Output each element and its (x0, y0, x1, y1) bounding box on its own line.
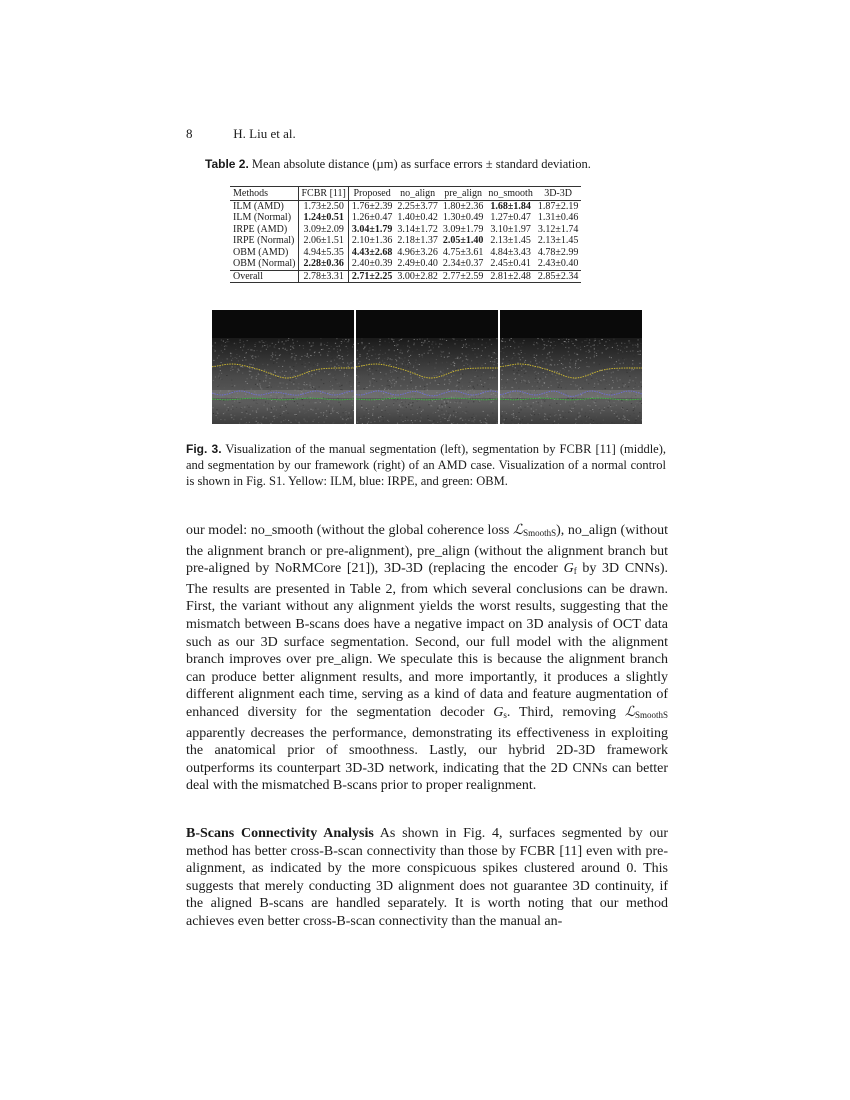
section-heading: B-Scans Connectivity Analysis (186, 826, 374, 841)
value-cell: 4.78±2.99 (537, 246, 579, 258)
table-row (230, 247, 581, 259)
value-cell: 1.40±0.42 (397, 212, 438, 223)
method-cell: IRPE (AMD) (230, 224, 299, 236)
running-header (186, 126, 296, 142)
paragraph-ablation: our model: no_smooth (without the global coherence loss ℒ$_{SmoothS}$), no_align (without the alignment branch or pre-alignment), pre_align (without the alignment branch but pre-aligned by NoRMCore [21]), 3D-3D (replacing the encoder $G_f$ by 3D CNNs). The results are presented in Table 2, from which several conclusions can be drawn. First, the variant without any alignment yields the worst results, suggesting that the mismatch between B-scans does have a negative impact on 3D analysis of OCT data such as our 3D surface segmentation. Second, our full model with the alignment branch improves over pre_align. We speculate this is because the alignment branch can produce better alignment results, and more importantly, it produces a slightly different alignment each time, serving as a kind of data and feature augmentation of enhanced diversity for the segmentation decoder $G_s$. Third, removing ℒ$_{SmoothS}$ apparently decreases the performance, demonstrating its effectiveness in exploiting the anatomical prior of smoothness. Lastly, our hybrid 2D-3D framework outperforms its counterpart 3D-3D network, indicating that the 2D CNNs can better deal with the mismatched B-scans prior to proper realignment. (186, 523, 668, 794)
table-row (230, 200, 581, 212)
panel-ours (500, 310, 642, 424)
oct-bscan-image (500, 310, 642, 424)
value-cell: 4.84±3.43 (490, 246, 531, 258)
value-cell: 2.45±0.41 (490, 258, 531, 269)
value-cell: 4.75±3.61 (442, 246, 484, 258)
value-cell: 2.06±1.51 (299, 235, 349, 247)
value-cell: 3.14±1.72 (397, 223, 438, 235)
table-header-cell: Proposed (349, 187, 395, 201)
value-cell: 2.40±0.39 (351, 258, 393, 269)
method-cell: OBM (AMD) (230, 247, 299, 259)
value-cell: 3.12±1.74 (537, 223, 579, 235)
figure-caption-text: Visualization of the manual segmentation (left), segmentation by FCBR [11] (middle), and segmentation by our framework (right) of an AMD case. Visualization of a normal control is shown in Fig. S1. Yellow: ILM, blue: IRPE, and green: OBM. (186, 442, 666, 488)
table-row (230, 258, 581, 270)
table-row (230, 235, 581, 247)
running-author: H. Liu et al. (233, 126, 296, 141)
table-row (230, 212, 581, 224)
value-cell: 4.43±2.68 (351, 246, 393, 258)
figure-label: Fig. 3. (186, 442, 222, 456)
segmentation-figure (212, 310, 642, 424)
value-cell: 2.28±0.36 (299, 258, 349, 270)
method-cell: ILM (Normal) (230, 212, 299, 224)
value-cell: 3.00±2.82 (395, 270, 441, 283)
value-cell: 3.09±1.79 (442, 223, 484, 235)
table-row (230, 224, 581, 236)
panel-fcbr (356, 310, 498, 424)
value-cell: 2.13±1.45 (490, 235, 531, 246)
value-cell: 2.81±2.48 (486, 270, 535, 283)
table-caption-text: Mean absolute distance (µm) as surface errors ± standard deviation. (251, 157, 591, 171)
value-cell: 1.24±0.51 (299, 212, 349, 224)
paragraph-connectivity: B-Scans Connectivity Analysis As shown in Fig. 4, surfaces segmented by our method has better cross-B-scan connectivity than those by FCBR [11] even with pre-alignment, as indicated by the more conspicuous spikes clustered around 0. This suggests that merely conducting 3D alignment does not guarantee 3D continuity, if the aligned B-scans are handled separately. It is worth noting that our method achieves even better cross-B-scan connectivity than the manual an- (186, 826, 669, 929)
panel-manual (212, 310, 354, 424)
value-cell: 1.26±0.47 (351, 212, 393, 223)
table-header-cell: no_align (395, 187, 441, 201)
value-cell: 2.10±1.36 (351, 235, 393, 246)
value-cell: 1.27±0.47 (490, 212, 531, 223)
page-number: 8 (186, 126, 193, 141)
value-cell: 4.94±5.35 (299, 247, 349, 259)
value-cell: 1.87±2.19 (537, 200, 579, 212)
method-cell: OBM (Normal) (230, 258, 299, 270)
value-cell: 3.09±2.09 (299, 224, 349, 236)
value-cell: 3.10±1.97 (490, 223, 531, 235)
oct-bscan-image (356, 310, 498, 424)
table-label: Table 2. (205, 157, 249, 171)
table-header-cell: pre_align (440, 187, 486, 201)
table-header-cell: Methods (230, 187, 299, 201)
method-cell: ILM (AMD) (230, 200, 299, 212)
value-cell: 3.04±1.79 (351, 223, 393, 235)
value-cell: 2.71±2.25 (349, 270, 395, 283)
table-row (230, 270, 581, 283)
value-cell: 1.76±2.39 (351, 200, 393, 212)
figure-caption (186, 441, 666, 489)
table-header-cell: 3D-3D (535, 187, 581, 201)
value-cell: 4.96±3.26 (397, 246, 438, 258)
method-cell: Overall (230, 270, 299, 283)
value-cell: 2.85±2.34 (535, 270, 581, 283)
method-cell: IRPE (Normal) (230, 235, 299, 247)
oct-bscan-image (212, 310, 354, 424)
table-caption (205, 157, 685, 172)
value-cell: 1.30±0.49 (442, 212, 484, 223)
value-cell: 2.49±0.40 (397, 258, 438, 269)
value-cell: 2.78±3.31 (299, 270, 349, 283)
value-cell: 1.68±1.84 (490, 200, 531, 212)
value-cell: 1.73±2.50 (299, 200, 349, 212)
value-cell: 2.18±1.37 (397, 235, 438, 246)
results-table (230, 186, 581, 283)
value-cell: 2.77±2.59 (440, 270, 486, 283)
value-cell: 2.25±3.77 (397, 200, 438, 212)
value-cell: 1.31±0.46 (537, 212, 579, 223)
table-header-cell: no_smooth (486, 187, 535, 201)
value-cell: 2.43±0.40 (537, 258, 579, 269)
value-cell: 2.13±1.45 (537, 235, 579, 246)
table-header-cell: FCBR [11] (299, 187, 349, 201)
value-cell: 2.05±1.40 (442, 235, 484, 246)
value-cell: 2.34±0.37 (442, 258, 484, 269)
value-cell: 1.80±2.36 (442, 200, 484, 212)
